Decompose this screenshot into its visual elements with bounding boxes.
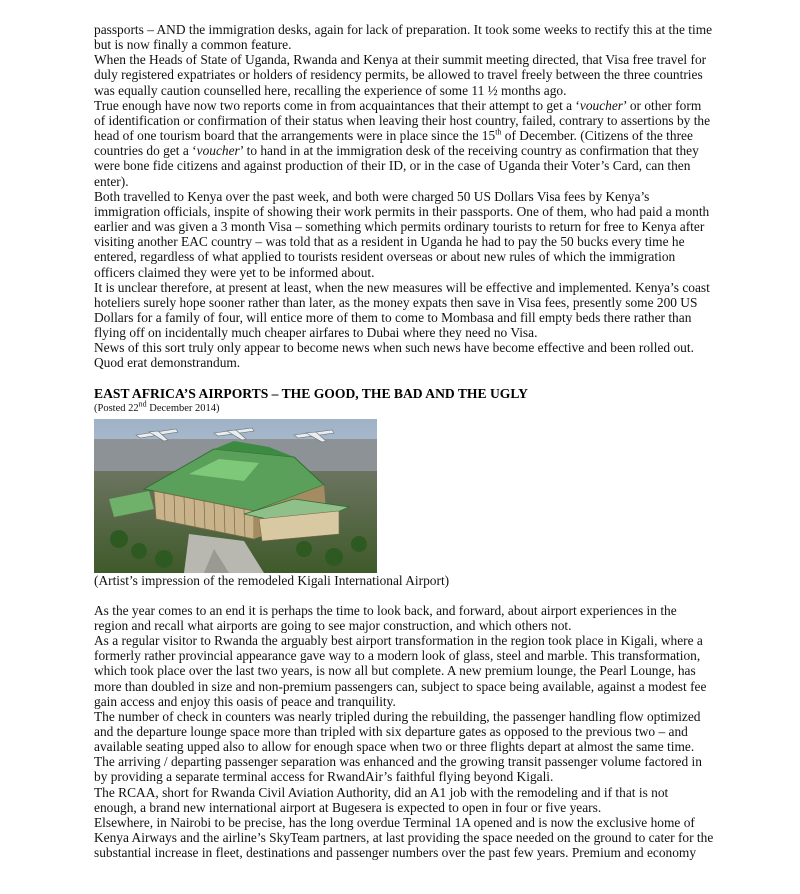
paragraph: It is unclear therefore, at present at least, when the new measures will be effective and implemented. Kenya’s coast hoteliers surely hope sooner rather than later, as the money expats then save in Visa fees, presently some 200 US Dollars for a family of four, will entice more of them to come to Mombasa and fill empty beds there rather than flying off on incidentally much cheaper airfares to Dubai where they need no Visa.: [94, 279, 710, 341]
spacer: [94, 371, 714, 386]
image-caption: (Artist’s impression of the remodeled Kigali International Airport): [94, 572, 450, 588]
spacer: [94, 588, 714, 603]
paragraph: The RCAA, short for Rwanda Civil Aviation Authority, did an A1 job with the remodeling and if that is not enough, a brand new international airport at Bugesera is expected to open in four or five years.: [94, 784, 669, 815]
airport-rendering-image: [94, 419, 377, 573]
article-heading: EAST AFRICA’S AIRPORTS – THE GOOD, THE BAD AND THE UGLY: [94, 385, 529, 401]
paragraph: When the Heads of State of Uganda, Rwanda and Kenya at their summit meeting directed, that Visa free travel for duly registered expatriates or holders of residency permits, be allowed to travel freely between the three countries was equally caution counselled here, recalling the experience of some 11 ½ months ago.: [94, 52, 707, 98]
paragraph: The number of check in counters was nearly tripled during the rebuilding, the passenger handling flow optimized and the departure lounge space more than tripled with six departure gates as opposed to the previous two – and available seating upped also to allow for enough space when two or three flights depart at almost the same time.: [94, 708, 701, 755]
paragraph: The arriving / departing passenger separation was enhanced and the growing transit passenger volume factored in by providing a separate terminal access for RwandAir’s faithful flying beyond Kigali.: [94, 754, 702, 785]
paragraph: True enough have now two reports come in from acquaintances that their attempt to get a ‘voucher’ or other form of identification or confirmation of their status when leaving their host country, failed, contrary to assertions by the head of one tourism board that the arrangements were in place since the 15th of December. (Citizens of the three countries do get a ‘voucher’ to hand in at the immigration desk of the receiving country as confirmation that they were bone fide citizens and against production of their ID, or in the case of Uganda their Voter’s Card, can then enter).: [94, 97, 711, 189]
paragraph: As the year comes to an end it is perhaps the time to look back, and forward, about airport experiences in the region and recall what airports are going to see major construction, and which others not.: [94, 602, 677, 633]
document-page: [94, 22, 714, 860]
paragraph: Elsewhere, in Nairobi to be precise, has the long overdue Terminal 1A opened and is now the exclusive home of Kenya Airways and the airline’s SkyTeam partners, at last providing the space needed on the ground to cater for the substantial increase in fleet, destinations and passenger numbers over the past few years. Premium and economy: [94, 814, 714, 861]
paragraph: News of this sort truly only appear to become news when such news have become effective and been rolled out. Quod erat demonstrandum.: [94, 340, 694, 371]
paragraph: As a regular visitor to Rwanda the arguably best airport transformation in the region took place in Kigali, where a formerly rather provincial appearance gave way to a modern look of glass, steel and marble. This transformation, which took place over the last two years, is now all but complete. A new premium lounge, the Pearl Lounge, has more than doubled in size and non-premium passengers can, subject to space being available, against a modest fee gain access and enjoy this oasis of peace and tranquility.: [94, 633, 707, 709]
paragraph: passports – AND the immigration desks, again for lack of preparation. It took some weeks to rectify this at the time but is now finally a common feature.: [94, 22, 713, 53]
paragraph: Both travelled to Kenya over the past week, and both were charged 50 US Dollars Visa fees by Kenya’s immigration officials, inspite of showing their work permits in their passports. One of them, who had paid a month earlier and was given a 3 month Visa – something which permits ordinary tourists to return for free to Kenya after visiting another EAC country – was told that as a resident in Uganda he had to pay the 50 bucks every time he entered, regardless of what applied to tourists resident overseas or about new rules of which the immigration officers claimed they were yet to be informed about.: [94, 188, 710, 280]
posted-date: (Posted 22nd December 2014): [94, 399, 220, 414]
